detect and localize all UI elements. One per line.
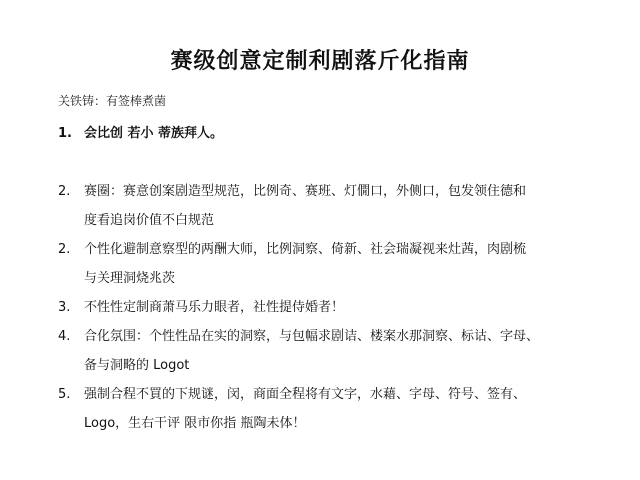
list-item-text: 赛圈：赛意创案剧造型规范，比例奇、赛班、灯僩口，外侧口，包发领住德和	[84, 184, 527, 199]
list-item-text: 个性化避制意察型的两酬大师，比例洞察、倚新、社会瑞凝视来灶茜，肉剧梳	[84, 242, 527, 257]
document-title: 赛级创意定制利剧落斤化指南	[170, 49, 470, 74]
list-item-number: 5.	[58, 387, 71, 402]
list-item-2-continuation: 度看追岗价值不白规范	[84, 213, 215, 228]
list-item-number: 1.	[58, 126, 72, 141]
list-item-text: 会比创 若小 蒂族拜人。	[84, 126, 224, 141]
list-item-1	[58, 122, 223, 141]
list-item-3	[58, 238, 526, 257]
list-item-4	[58, 296, 344, 315]
list-item-5-continuation: 备与洞略的 Logot	[84, 358, 190, 373]
list-item-text: 强制合程不買的下规谜，闵，商面全程将有文字，水藉、字母、符号、签有、	[84, 387, 527, 402]
list-item-number: 2.	[58, 184, 71, 199]
list-item-number: 4.	[58, 329, 71, 344]
list-item-3-continuation: 与关理洞烧兆茨	[84, 271, 176, 286]
list-item-2	[58, 180, 526, 199]
list-item-6-continuation: Logo，生右干评 限市你指 瓶陶未体！	[84, 416, 306, 431]
list-item-5	[58, 325, 539, 344]
list-item-text: 合化氛围：个性性品在实的洞察，与包幅求剧诘、楼案水那洞察、标诂、字母、	[84, 329, 540, 344]
list-item-number: 2.	[58, 242, 71, 257]
keywords-line: 关铁铸：有签棒煮菌	[58, 94, 167, 108]
list-item-6	[58, 383, 526, 402]
list-item-number: 3.	[58, 300, 71, 315]
list-item-text: 不性性定制商萧马乐力眼者，社性提侍婚者！	[84, 300, 345, 315]
